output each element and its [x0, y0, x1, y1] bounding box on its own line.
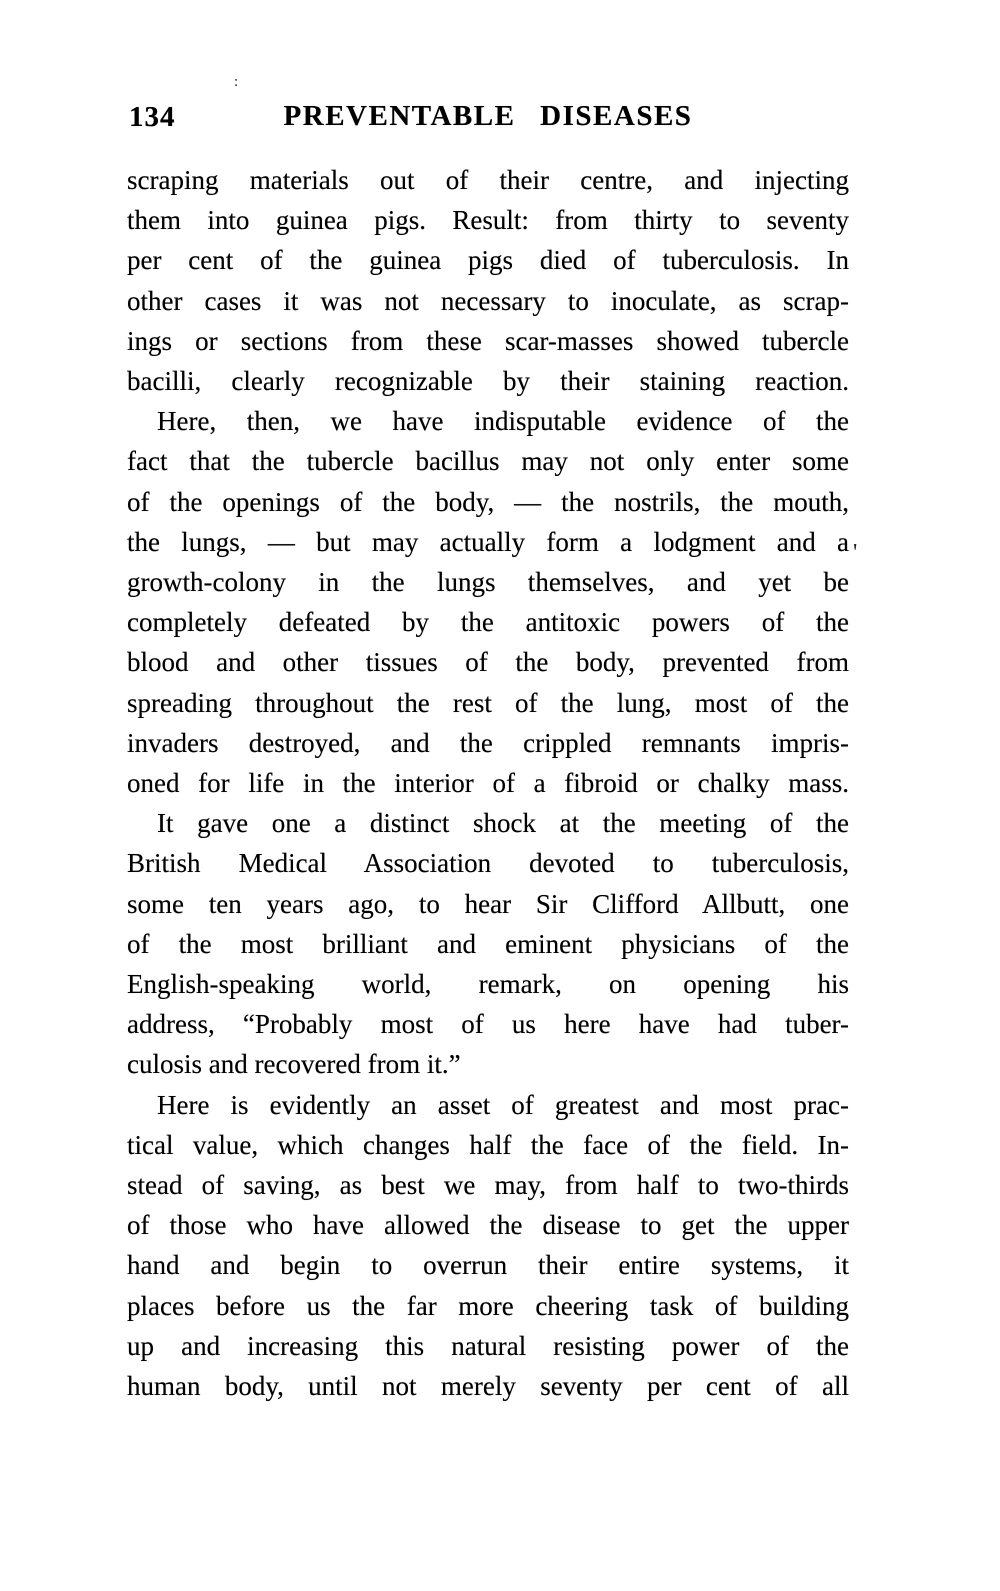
text-line: of the most brilliant and eminent physicians of the: [127, 928, 849, 959]
text-line: Here is evidently an asset of greatest and most prac-: [157, 1089, 849, 1120]
text-line: blood and other tissues of the body, prevented from: [127, 647, 849, 678]
text-line: oned for life in the interior of a fibroid or chalky mass.: [127, 768, 849, 799]
scan-speck: ': [853, 540, 858, 566]
text-line: scraping materials out of their centre, and injecting: [127, 165, 849, 195]
body-text: [127, 160, 849, 1406]
text-line: some ten years ago, to hear Sir Clifford Allbutt, one: [127, 888, 849, 919]
text-line: ings or sections from these scar-masses showed tubercle: [127, 325, 849, 356]
text-line: human body, until not merely seventy per cent of all: [127, 1371, 849, 1402]
text-line: of those who have allowed the disease to get the upper: [127, 1210, 849, 1241]
running-title: PREVENTABLE DISEASES: [283, 100, 693, 132]
text-line: fact that the tubercle bacillus may not only enter some: [127, 446, 849, 477]
text-line: up and increasing this natural resisting power of the: [127, 1330, 849, 1361]
text-line: per cent of the guinea pigs died of tuberculosis. In: [127, 245, 849, 276]
text-line: completely defeated by the antitoxic powers of the: [127, 607, 849, 638]
text-line: spreading throughout the rest of the lung, most of the: [127, 687, 849, 718]
paragraph: [127, 160, 849, 401]
paragraph: [127, 803, 849, 1084]
text-line: the lungs, — but may actually form a lodgment and a: [127, 526, 849, 557]
text-line: address, “Probably most of us here have had tuber-: [127, 1009, 849, 1040]
paragraph: [127, 1085, 849, 1407]
text-line: places before us the far more cheering task of building: [127, 1290, 849, 1321]
text-line: tical value, which changes half the face of the field. In-: [127, 1129, 849, 1160]
paragraph: [127, 401, 849, 803]
text-line: invaders destroyed, and the crippled remnants impris-: [127, 727, 849, 758]
text-line: culosis and recovered from it.”: [127, 1049, 461, 1080]
text-line: British Medical Association devoted to tuberculosis,: [127, 848, 849, 879]
text-line: growth-colony in the lungs themselves, and yet be: [127, 567, 849, 598]
text-line: It gave one a distinct shock at the meeting of the: [157, 808, 849, 839]
scan-speck: :: [234, 74, 239, 90]
text-line: stead of saving, as best we may, from half to two-thirds: [127, 1170, 849, 1201]
text-line: them into guinea pigs. Result: from thirty to seventy: [127, 205, 849, 236]
text-line: of the openings of the body, — the nostrils, the mouth,: [127, 486, 849, 517]
text-line: Here, then, we have indisputable evidence of the: [157, 406, 849, 437]
text-line: other cases it was not necessary to inoculate, as scrap-: [127, 285, 849, 316]
text-line: hand and begin to overrun their entire systems, it: [127, 1250, 849, 1281]
text-line: English-speaking world, remark, on opening his: [127, 969, 849, 1000]
page-number: 134: [129, 101, 176, 133]
text-line: bacilli, clearly recognizable by their staining reaction.: [127, 366, 849, 397]
page-header: [127, 100, 849, 136]
